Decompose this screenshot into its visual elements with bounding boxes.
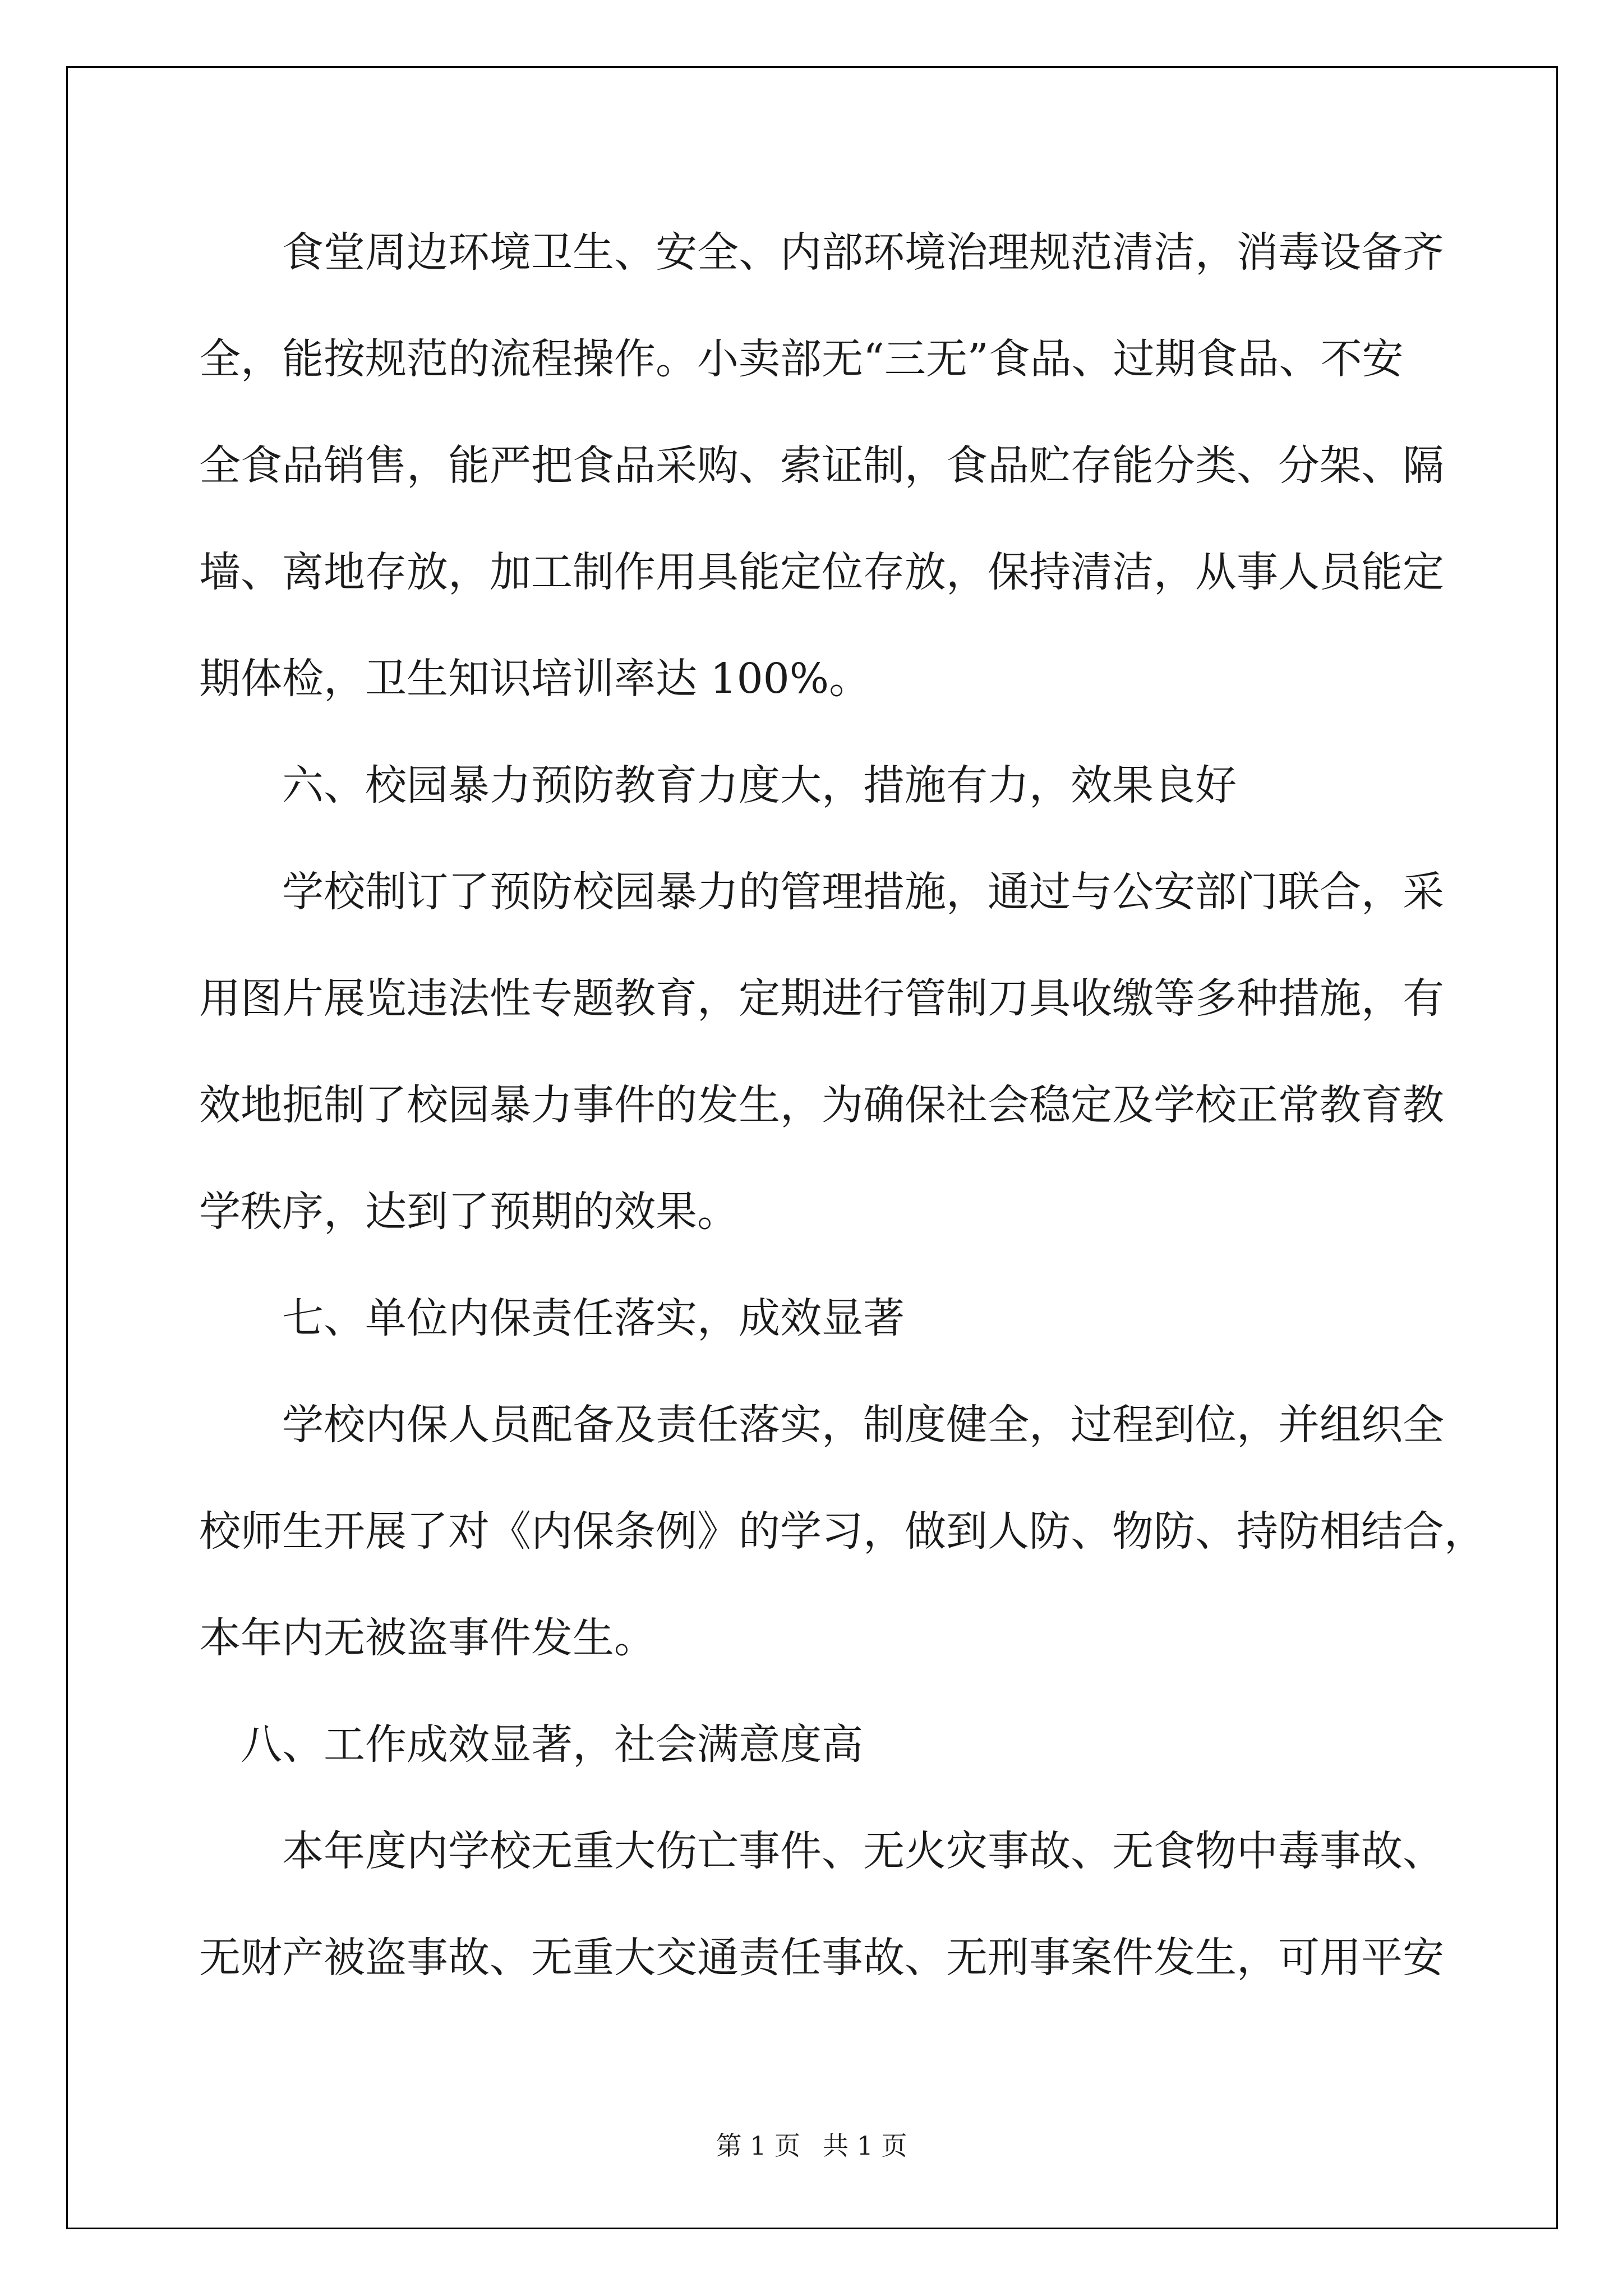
page-number-total: 共 1 页 xyxy=(823,2131,907,2161)
page-frame xyxy=(66,66,1558,2229)
paragraph-line: 学校制订了预防校园暴力的管理措施，通过与公安部门联合，采 xyxy=(282,868,1444,916)
paragraph-line: 食堂周边环境卫生、安全、内部环境治理规范清洁，消毒设备齐 xyxy=(282,228,1444,277)
paragraph-line: 效地扼制了校园暴力事件的发生，为确保社会稳定及学校正常教育教 xyxy=(199,1081,1444,1129)
page-footer xyxy=(0,2129,1623,2162)
section-heading: 八、工作成效显著，社会满意度高 xyxy=(241,1720,863,1769)
paragraph-line: 期体检，卫生知识培训率达 100%。 xyxy=(199,655,871,703)
paragraph-line: 本年内无被盗事件发生。 xyxy=(199,1614,656,1662)
page-number-current: 第 1 页 xyxy=(716,2131,800,2161)
section-heading: 七、单位内保责任落实，成效显著 xyxy=(282,1294,905,1342)
paragraph-line: 校师生开展了对《内保条例》的学习，做到人防、物防、持防相结合， xyxy=(199,1507,1486,1556)
paragraph-line: 无财产被盗事故、无重大交通责任事故、无刑事案件发生，可用平安 xyxy=(199,1934,1444,1982)
paragraph-line: 全食品销售，能严把食品采购、索证制，食品贮存能分类、分架、隔 xyxy=(199,441,1444,490)
section-heading: 六、校园暴力预防教育力度大，措施有力，效果良好 xyxy=(282,761,1237,809)
paragraph-line: 学秩序，达到了预期的效果。 xyxy=(199,1188,739,1236)
paragraph-line: 墙、离地存放，加工制作用具能定位存放，保持清洁，从事人员能定 xyxy=(199,548,1444,596)
paragraph-line: 本年度内学校无重大伤亡事件、无火灾事故、无食物中毒事故、 xyxy=(282,1827,1444,1875)
paragraph-line: 全，能按规范的流程操作。小卖部无“三无”食品、过期食品、不安 xyxy=(199,335,1404,383)
paragraph-line: 用图片展览违法性专题教育，定期进行管制刀具收缴等多种措施，有 xyxy=(199,974,1444,1023)
paragraph-line: 学校内保人员配备及责任落实，制度健全，过程到位，并组织全 xyxy=(282,1401,1444,1449)
